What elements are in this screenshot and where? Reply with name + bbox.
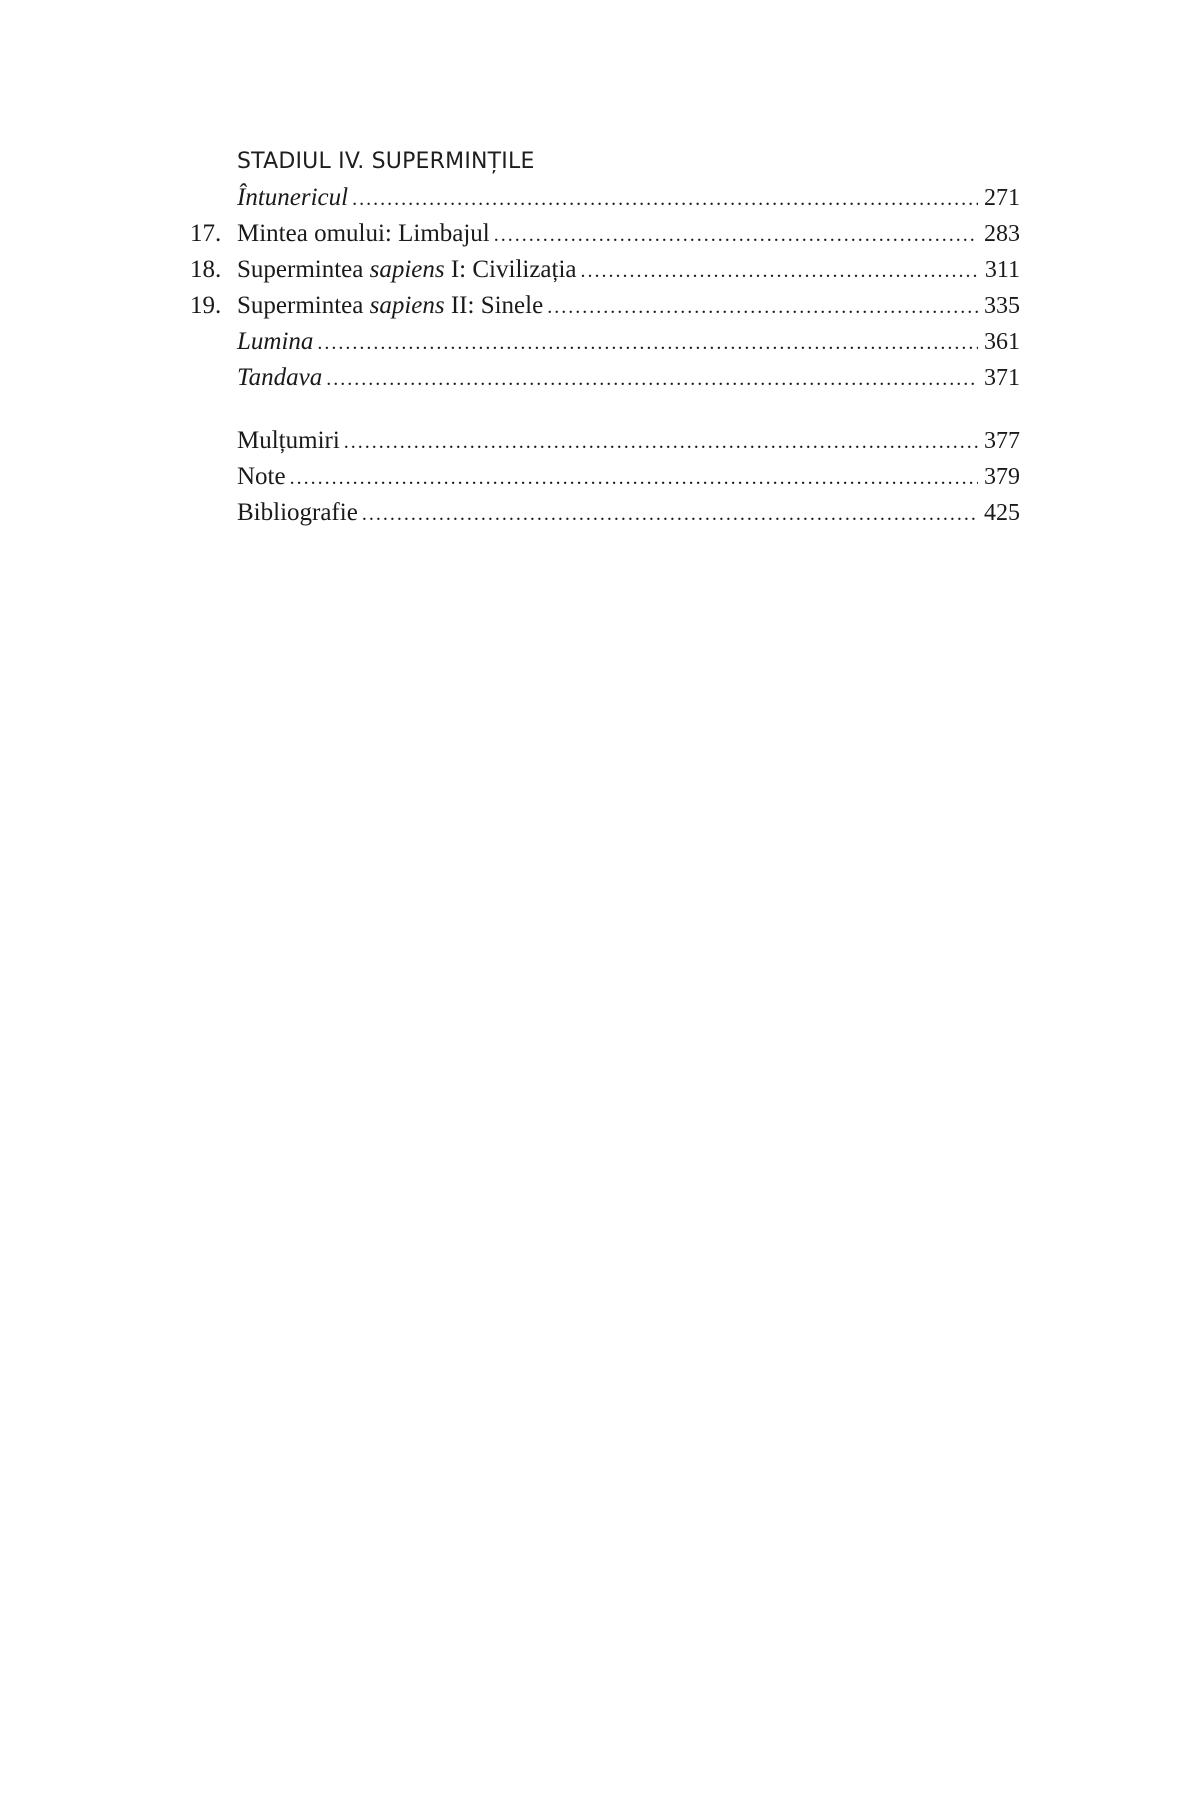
entry-title: Mulțumiri — [237, 427, 340, 454]
entry-number: 19. — [190, 292, 222, 319]
toc-entry-tandava[interactable] — [190, 360, 1020, 396]
entry-title-part: Tandava — [237, 364, 323, 391]
entry-title-part: Supermintea — [237, 292, 370, 319]
entry-title — [237, 288, 543, 324]
entry-page-number: 311 — [984, 257, 1020, 283]
toc-entry-intunericul[interactable] — [190, 180, 1020, 216]
dot-leader — [352, 181, 978, 217]
entry-title-part: Întunericul — [237, 184, 349, 211]
entry-title-part-italic: sapiens — [369, 256, 445, 283]
section-heading: STADIUL IV. SUPERMINȚILE — [237, 149, 535, 174]
dot-leader — [362, 496, 978, 532]
entry-title — [237, 360, 322, 396]
entry-number: 18. — [190, 256, 222, 283]
entry-title-part: Supermintea — [237, 256, 370, 283]
dot-leader — [344, 424, 978, 460]
dot-leader — [290, 460, 978, 496]
entry-page-number: 335 — [984, 293, 1020, 319]
toc-entry-chapter-18[interactable] — [190, 252, 1020, 288]
entry-page-number: 271 — [984, 185, 1020, 211]
toc-entry-bibliografie[interactable] — [190, 495, 1020, 531]
entry-title — [237, 216, 490, 252]
entry-title-part-italic: sapiens — [369, 292, 445, 319]
dot-leader — [547, 289, 978, 325]
entry-page-number: 283 — [984, 221, 1020, 247]
toc-entry-note[interactable] — [190, 459, 1020, 495]
entry-page-number: 425 — [984, 500, 1020, 526]
entry-title-part: Mintea omului: Limbajul — [237, 220, 490, 247]
dot-leader — [581, 253, 979, 289]
toc-entry-lumina[interactable] — [190, 324, 1020, 360]
entry-number: 17. — [190, 220, 222, 247]
dot-leader — [326, 361, 978, 397]
entry-title-part: Lumina — [237, 328, 314, 355]
entry-title — [237, 252, 577, 288]
entry-title-part: II: Sinele — [444, 292, 544, 319]
dot-leader — [317, 325, 978, 361]
dot-leader — [494, 217, 978, 253]
entry-page-number: 379 — [984, 464, 1020, 490]
entry-title-part: I: Civilizația — [444, 256, 577, 283]
section-spacer — [190, 396, 1020, 423]
entry-title — [237, 180, 348, 216]
entry-page-number: 361 — [984, 329, 1020, 355]
table-of-contents — [190, 144, 1020, 531]
entry-title: Note — [237, 463, 286, 490]
entry-title — [237, 324, 313, 360]
toc-entry-chapter-19[interactable] — [190, 288, 1020, 324]
entry-title: Bibliografie — [237, 499, 358, 526]
toc-entry-chapter-17[interactable] — [190, 216, 1020, 252]
toc-entry-multumiri[interactable] — [190, 423, 1020, 459]
entry-page-number: 371 — [984, 365, 1020, 391]
entry-page-number: 377 — [984, 428, 1020, 454]
